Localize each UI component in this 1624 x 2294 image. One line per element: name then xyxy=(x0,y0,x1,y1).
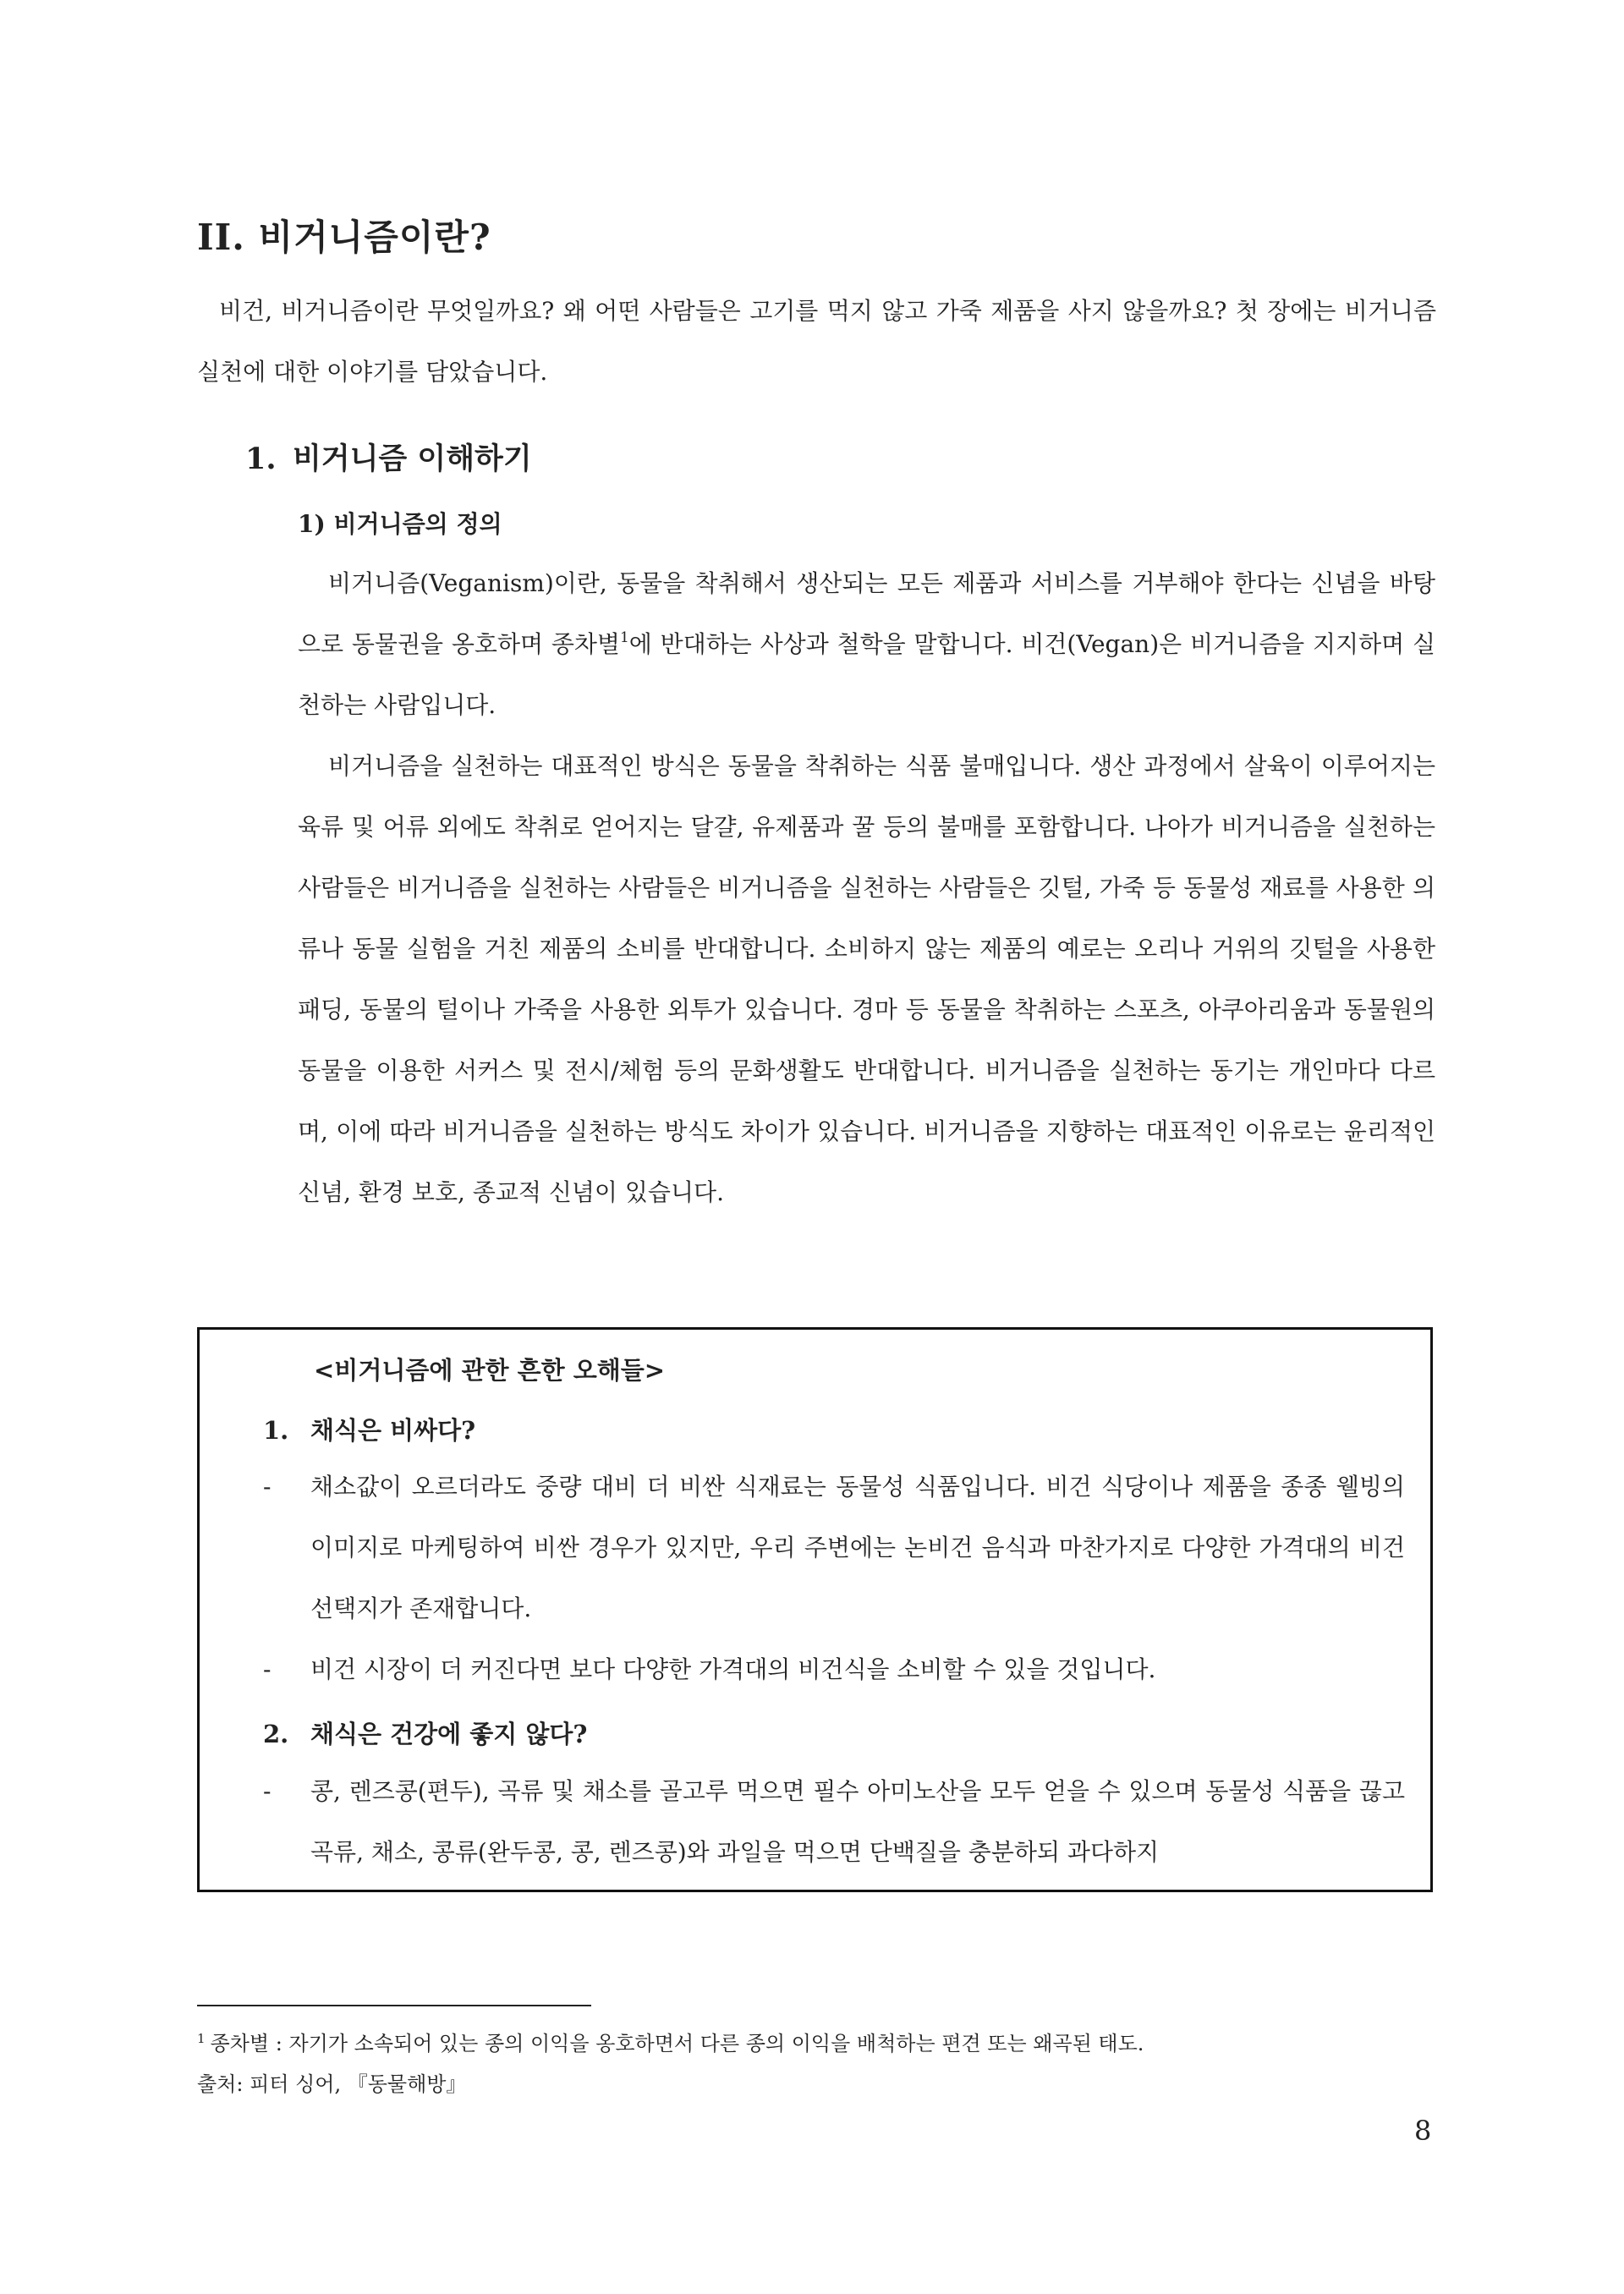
paragraph-text: 에 반대하는 사상과 철학을 말합니다. 비건(Vegan)은 비거니즘을 지지하며 실천하는 사람입니다. xyxy=(298,630,1436,719)
dash-bullet: - xyxy=(263,1777,272,1805)
footnote-ref: 1 xyxy=(619,629,629,646)
chapter-heading: II. 비거니즘이란? xyxy=(197,217,491,258)
misconception-1-heading xyxy=(263,1412,475,1446)
footnote xyxy=(197,2023,1144,2105)
definition-paragraph xyxy=(298,553,1435,736)
dash-bullet: - xyxy=(263,1473,272,1501)
misconception-1-point-1 xyxy=(263,1457,1405,1639)
practice-paragraph: 비거니즘을 실천하는 대표적인 방식은 동물을 착취하는 식품 불매입니다. 생산 과정에서 살육이 이루어지는 육류 및 어류 외에도 착취로 얻어지는 달걀, 유제품과 꿀 등의 불매를 포함합니다. 나아가 비거니즘을 실천하는 사람들은 비거니즘을 실천하는 사람들은 비거니즘을 실천하는 사람들은 깃털, 가죽 등 동물성 재료를 사용한 의류나 동물 실험을 거친 제품의 소비를 반대합니다. 소비하지 않는 제품의 예로는 오리나 거위의 깃털을 사용한 패딩, 동물의 털이나 가죽을 사용한 외투가 있습니다. 경마 등 동물을 착취하는 스포츠, 아쿠아리움과 동물원의 동물을 이용한 서커스 및 전시/체험 등의 문화생활도 반대합니다. 비거니즘을 실천하는 동기는 개인마다 다르며, 이에 따라 비거니즘을 실천하는 방식도 차이가 있습니다. 비거니즘을 지향하는 대표적인 이유로는 윤리적인 신념, 환경 보호, 종교적 신념이 있습니다. xyxy=(298,752,1435,1206)
box-title: <비거니즘에 관한 흔한 오해들> xyxy=(314,1356,666,1385)
footnote-rule xyxy=(197,2005,591,2006)
point-text: 콩, 렌즈콩(편두), 곡류 및 채소를 골고루 먹으면 필수 아미노산을 모두 얻을 수 있으며 동물성 식품을 끊고 곡류, 채소, 콩류(완두콩, 콩, 렌즈콩)와 과일을 먹으면 단백질을 충분하되 과다하지 xyxy=(310,1777,1405,1866)
footnote-source: 출처: 피터 싱어, 『동물해방』 xyxy=(197,2072,467,2096)
footnote-marker: 1 xyxy=(197,2031,206,2046)
misconception-1-point-2 xyxy=(263,1639,1405,1700)
page-number: 8 xyxy=(1414,2115,1432,2147)
intro-paragraph: 비건, 비거니즘이란 무엇일까요? 왜 어떤 사람들은 고기를 먹지 않고 가죽 제품을 사지 않을까요? 첫 장에는 비거니즘 실천에 대한 이야기를 담았습니다. xyxy=(197,297,1436,386)
footnote-line xyxy=(197,2023,1144,2064)
misconception-2-point-1 xyxy=(263,1761,1405,1883)
section-heading xyxy=(245,436,532,478)
item-title: 채식은 건강에 좋지 않다? xyxy=(310,1720,588,1748)
footnote-term: 종차별 xyxy=(210,2032,270,2055)
point-text: 비건 시장이 더 커진다면 보다 다양한 가격대의 비건식을 소비할 수 있을 것입니다. xyxy=(310,1655,1156,1683)
item-title: 채식은 비싸다? xyxy=(310,1416,476,1445)
section-number: 1. xyxy=(245,442,277,476)
item-number: 2. xyxy=(263,1720,289,1748)
definition-body xyxy=(298,553,1435,1223)
misconceptions-box xyxy=(197,1327,1433,1892)
footnote-text: : 자기가 소속되어 있는 종의 이익을 옹호하면서 다른 종의 이익을 배척하는 편견 또는 왜곡된 태도. xyxy=(269,2032,1144,2055)
point-text: 채소값이 오르더라도 중량 대비 더 비싼 식재료는 동물성 식품입니다. 비건 식당이나 제품을 종종 웰빙의 이미지로 마케팅하여 비싼 경우가 있지만, 우리 주변에는 논비건 음식과 마찬가지로 다양한 가격대의 비건 선택지가 존재합니다. xyxy=(310,1473,1405,1622)
item-number: 1. xyxy=(263,1416,289,1445)
misconception-2-heading xyxy=(263,1715,587,1750)
subsection-heading: 1) 비거니즘의 정의 xyxy=(298,510,502,538)
paragraph-text: 비거니즘(Veganism)이란, 동물을 착취해서 생산되는 모든 제품과 서비스를 거부해야 한다는 신념을 바탕으로 동물권을 옹호하며 종차별 xyxy=(298,569,1435,658)
section-title: 비거니즘 이해하기 xyxy=(293,442,532,476)
dash-bullet: - xyxy=(263,1655,272,1683)
